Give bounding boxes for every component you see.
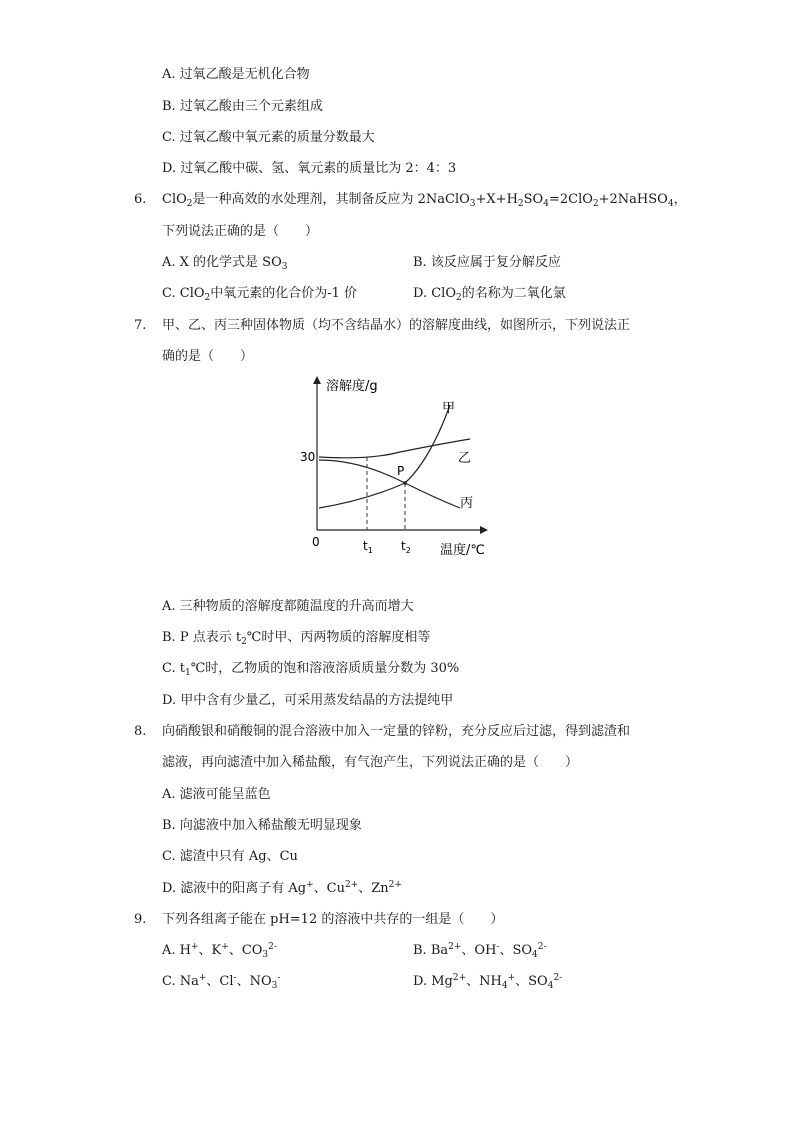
q9-stem: 下列各组离子能在 pH=12 的溶液中共存的一组是（ ）: [162, 912, 504, 927]
q6-option-b: B. 该反应属于复分解反应: [413, 255, 561, 270]
q5-option-b: B. 过氧乙酸由三个元素组成: [162, 99, 323, 114]
q9-option-b: B. $Ba^{2+}$、OH-、$SO_4^{2-}$: [413, 942, 547, 960]
q6-option-d: D. ClO$_2$的名称为二氧化氯: [413, 286, 566, 303]
q5-option-a: A. 过氧乙酸是无机化合物: [162, 67, 310, 82]
point-p-label: P: [397, 464, 405, 478]
q6-stem-line1: ClO$_2$是一种高效的水处理剂，其制备反应为 $2NaClO_3+X+H_2SO_4=2ClO_2+2NaHSO_4$，: [162, 192, 687, 209]
q5-option-d: D. 过氧乙酸中碳、氢、氧元素的质量比为 2：4：3: [162, 161, 457, 176]
q8-stem-line2: 滤液，再向滤渣中加入稀盐酸，有气泡产生，下列说法正确的是（ ）: [162, 755, 579, 770]
q7-stem-line1: 甲、乙、丙三种固体物质（均不含结晶水）的溶解度曲线，如图所示，下列说法正: [162, 318, 631, 333]
series-label-bing: 丙: [460, 496, 474, 511]
q5-option-c: C. 过氧乙酸中氧元素的质量分数最大: [162, 130, 375, 145]
curve-yi: [319, 439, 470, 458]
q7-number: 7.: [134, 318, 147, 333]
q7-option-b: B. P 点表示 $t_2℃$时甲、丙两物质的溶解度相等: [162, 630, 431, 647]
y-axis-label: 溶解度/g: [326, 379, 378, 394]
q8-option-b: B. 向滤液中加入稀盐酸无明显现象: [162, 818, 362, 833]
q7-option-a: A. 三种物质的溶解度都随温度的升高而增大: [162, 599, 414, 614]
q7-option-c: C. $t_1℃$时，乙物质的饱和溶液溶质质量分数为 30%: [162, 661, 460, 678]
q6-number: 6.: [134, 192, 147, 207]
x-tick-t1: $t_1$: [363, 539, 373, 555]
q6-stem-line2: 下列说法正确的是（ ）: [162, 224, 319, 239]
q8-option-a: A. 滤液可能呈蓝色: [162, 787, 271, 802]
y-tick-30: 30: [300, 450, 316, 464]
series-label-yi: 乙: [458, 451, 472, 466]
x-tick-t2: $t_2$: [401, 539, 411, 555]
x-axis-label: 温度/℃: [440, 543, 485, 558]
q9-option-d: D. $Mg^{2+}$、$NH_4^+$、$SO_4^{2-}$: [413, 973, 563, 991]
q9-number: 9.: [134, 912, 147, 927]
q9-option-a: A. H+、K+、$CO_3^{2-}$: [162, 942, 277, 960]
solubility-chart: [290, 370, 510, 565]
series-label-jia: 甲: [442, 401, 456, 416]
curve-jia: [319, 405, 450, 508]
q7-stem-line2: 确的是（ ）: [162, 349, 254, 364]
q8-option-d: D. 滤液中的阳离子有 Ag+、$Cu^{2+}$、$Zn^{2+}$: [162, 880, 402, 896]
q8-option-c: C. 滤渣中只有 Ag、Cu: [162, 849, 298, 864]
q6-option-c: C. ClO$_2$中氧元素的化合价为-1 价: [162, 286, 358, 303]
q7-option-d: D. 甲中含有少量乙，可采用蒸发结晶的方法提纯甲: [162, 693, 454, 708]
q8-number: 8.: [134, 724, 147, 739]
q6-option-a: A. X 的化学式是 $SO_3$: [162, 255, 288, 272]
origin-label: 0: [312, 535, 320, 549]
q9-option-c: C. Na+、Cl-、$NO_3^-$: [162, 973, 281, 991]
curve-bing: [319, 460, 460, 508]
q8-stem-line1: 向硝酸银和硝酸铜的混合溶液中加入一定量的锌粉，充分反应后过滤，得到滤渣和: [162, 724, 631, 739]
point-p: [403, 481, 407, 485]
